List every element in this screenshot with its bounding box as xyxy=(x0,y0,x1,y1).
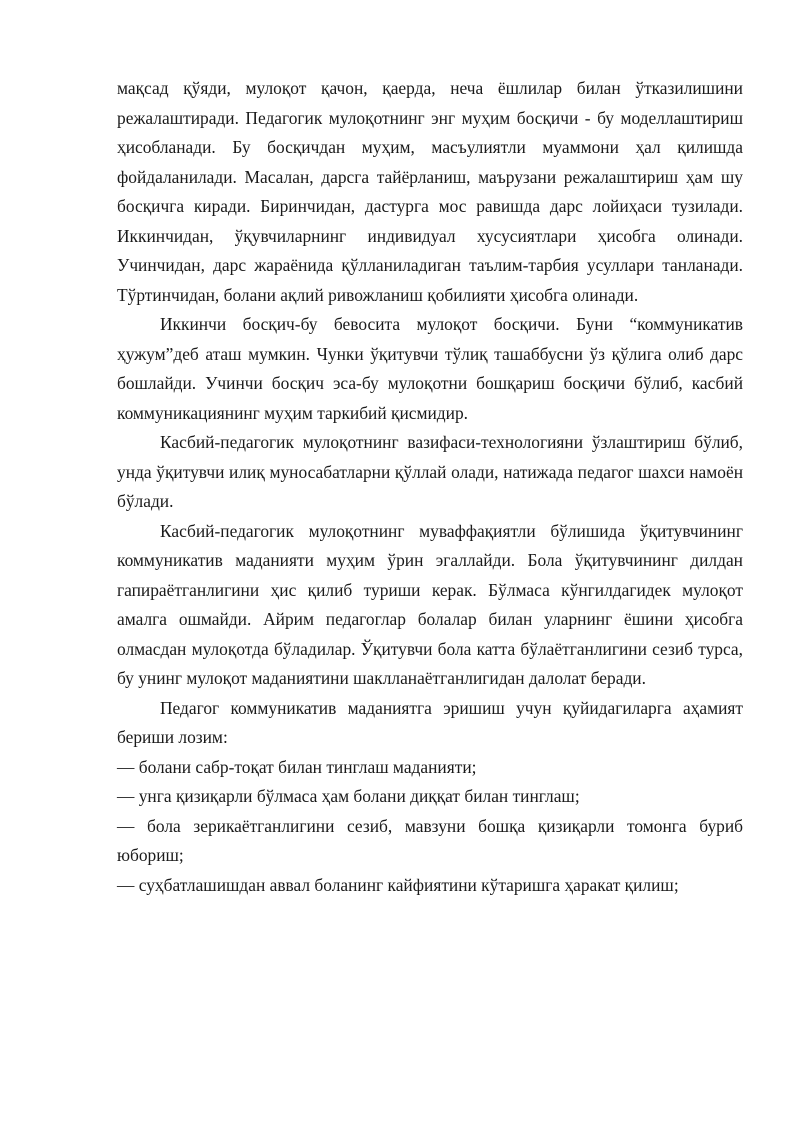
list-item: — бола зерикаётганлигини сезиб, мавзуни бошқа қизиқарли томонга буриб юбориш; xyxy=(117,815,743,865)
list-item: — унга қизиқарли бўлмаса ҳам болани диққат билан тинглаш; xyxy=(117,786,580,806)
list-item: — болани сабр-тоқат билан тинглаш маданияти; xyxy=(117,756,477,777)
list-item: — суҳбатлашишдан аввал боланинг кайфиятини кўтаришга ҳаракат қилиш; xyxy=(117,874,679,895)
paragraph-professional-task: Касбий-педагогик мулоқотнинг вазифаси-технологияни ўзлаштириш бўлиб, унда ўқитувчи илиқ муносабатларни қўллай олади, натижада педагог шахси намоён бўлади. xyxy=(117,432,743,511)
paragraph-continuation: мақсад қўяди, мулоқот қачон, қаерда, неча ёшлилар билан ўтказилишини режалаштиради. Педагогик мулоқотнинг энг муҳим босқичи - бу моделлаштириш ҳисобланади. Бу босқичдан муҳим, масъулиятли муаммони ҳал қилишда фойдаланилади. Масалан, дарсга тайёрланиш, маърузани режалаштириш ҳам шу босқичга киради. Биринчидан, дастурга мос равишда дарс лойиҳаси тузилади. Иккинчидан, ўқувчиларнинг индивидуал хусусиятлари ҳисобга олинади. Учинчидан, дарс жараёнида қўлланиладиган таълим-тарбия усуллари танланади. Тўртинчидан, болани ақлий ривожланиш қобилияти ҳисобга олинади. xyxy=(117,78,743,305)
paragraph-second-stage: Иккинчи босқич-бу бевосита мулоқот босқичи. Буни “коммуникатив ҳужум”деб аташ мумкин. Чунки ўқитувчи тўлиқ ташаббусни ўз қўлига олиб дарс бошлайди. Учинчи босқич эса-бу мулоқотни бошқариш босқичи бўлиб, касбий коммуникациянинг муҳим таркибий қисмидир. xyxy=(117,314,743,423)
document-body xyxy=(117,74,743,900)
paragraph-list-intro: Педагог коммуникатив маданиятга эришиш учун қуйидагиларга аҳамият бериши лозим: xyxy=(117,697,743,747)
paragraph-communicative-culture: Касбий-педагогик мулоқотнинг муваффақиятли бўлишида ўқитувчининг коммуникатив маданияти муҳим ўрин эгаллайди. Бола ўқитувчининг дилдан гапираётганлигини ҳис қилиб туриши керак. Бўлмаса кўнгилдагидек мулоқот амалга ошмайди. Айрим педагоглар болалар билан уларнинг ёшини ҳисобга олмасдан мулоқотда бўладилар. Ўқитувчи бола катта бўлаётганлигини сезиб турса, бу унинг мулоқот маданиятини шаклланаётганлигидан далолат беради. xyxy=(117,520,743,688)
